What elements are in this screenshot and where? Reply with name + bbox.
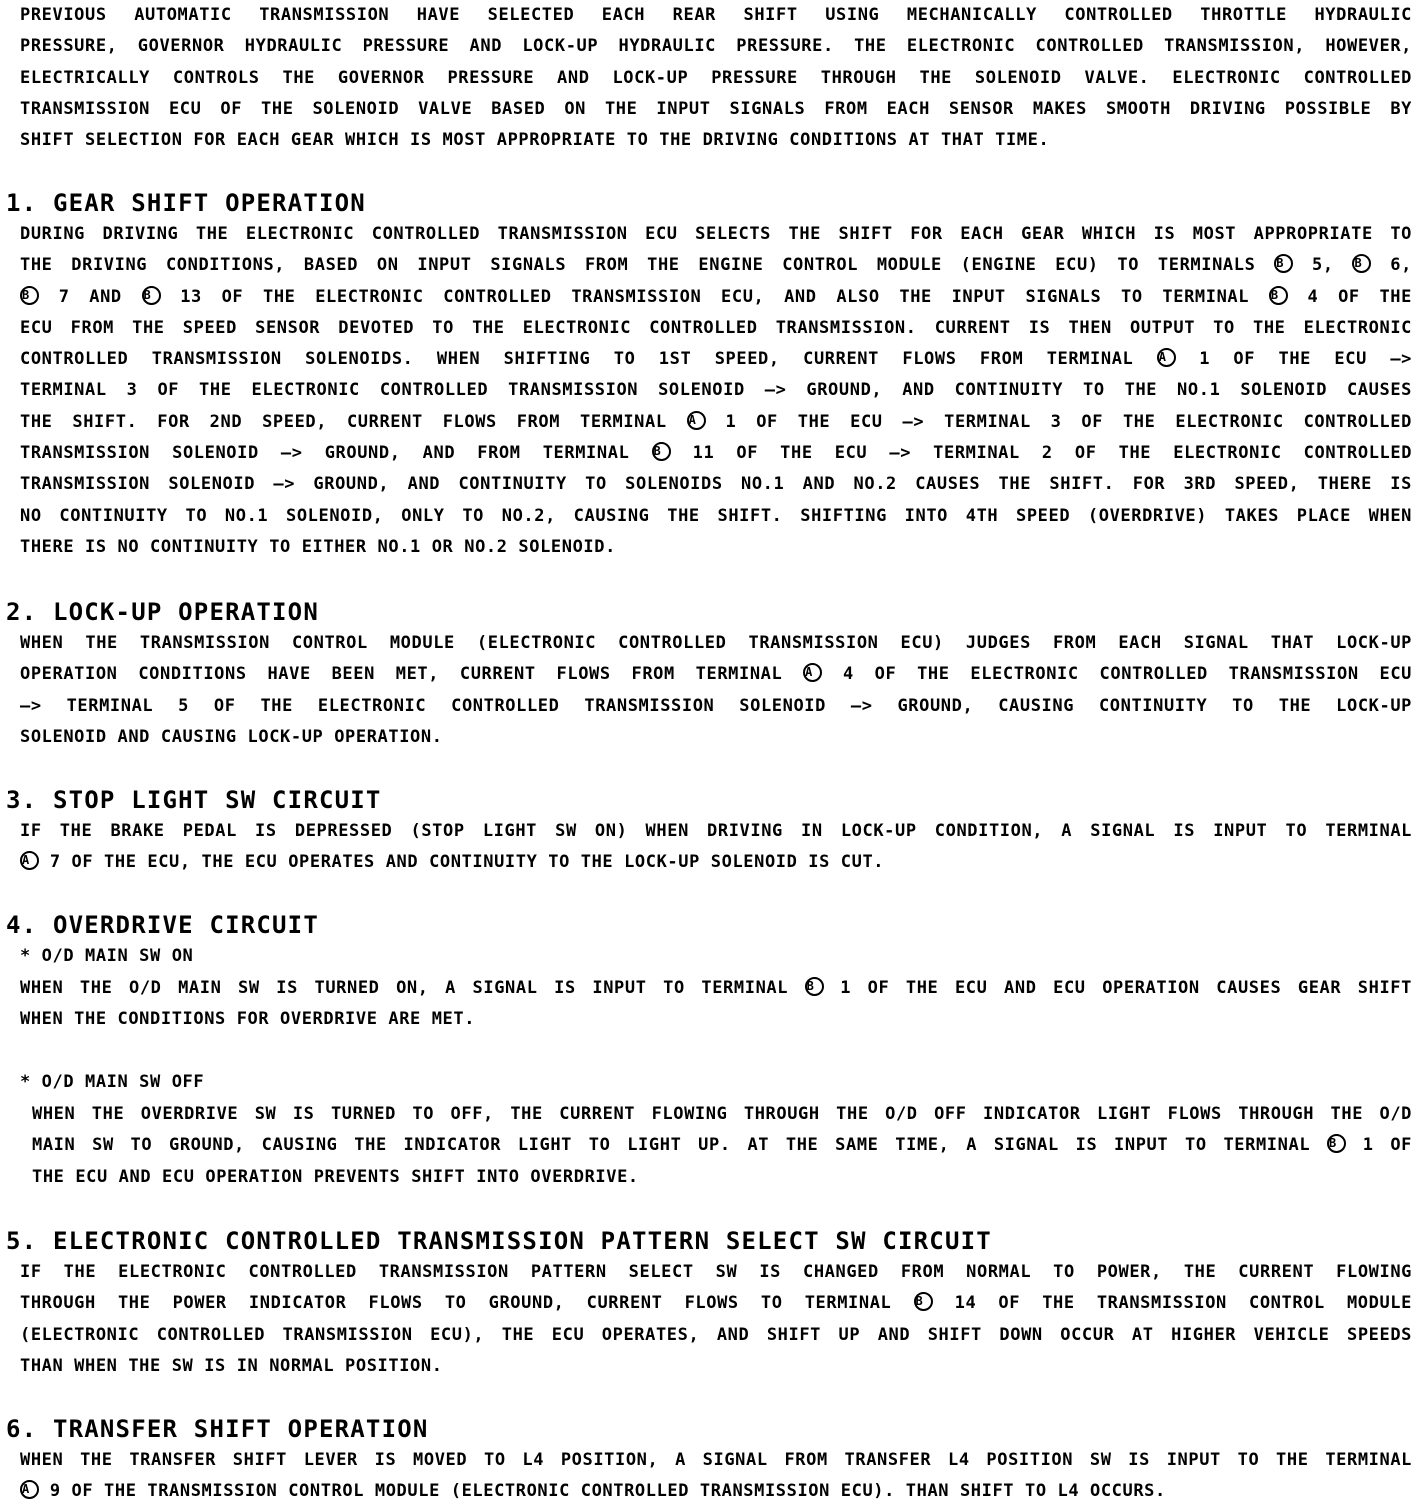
- text-run: AND CONTINUITY TO SOLENOIDS NO.1 AND NO.2 CAUSES THE SHIFT. FOR 3RD SPEED, THERE IS: [407, 474, 1412, 495]
- connector-a-symbol: A: [20, 1480, 39, 1499]
- text-run: AND CONTINUITY TO THE NO.1 SOLENOID CAUSES: [902, 380, 1412, 401]
- arrow-icon: —>: [1390, 349, 1412, 370]
- text-run: 7 AND: [58, 286, 122, 307]
- text-line: TRANSMISSION ECU OF THE SOLENOID VALVE BASED ON THE INPUT SIGNALS FROM EACH SENSOR MAKES SMOOTH DRIVING POSSIBLE BY: [20, 98, 1412, 119]
- text-line: THERE IS NO CONTINUITY TO EITHER NO.1 OR NO.2 SOLENOID.: [20, 536, 616, 557]
- text-run: WHEN THE O/D MAIN SW IS TURNED ON, A SIGNAL IS INPUT TO: [20, 978, 685, 998]
- arrow-icon: —>: [850, 695, 873, 716]
- terminal-label: TERMINAL 3: [944, 411, 1062, 432]
- text-line: [32, 1130, 1412, 1161]
- connector-a-symbol: A: [803, 663, 822, 682]
- terminal-label: TERMINAL: [1223, 1135, 1311, 1156]
- section-heading-gear-shift: 1. GEAR SHIFT OPERATION: [6, 189, 366, 217]
- text-line: THE ECU AND ECU OPERATION PREVENTS SHIFT INTO OVERDRIVE.: [32, 1166, 639, 1187]
- text-run: 4 OF THE ELECTRONIC CONTROLLED TRANSMISSION ECU: [842, 664, 1412, 685]
- text-run: OPERATION CONDITIONS HAVE BEEN MET, CURRENT FLOWS FROM: [20, 664, 675, 685]
- connector-b-symbol: B: [805, 977, 824, 996]
- text-run: CAUSING CONTINUITY TO THE LOCK-UP: [998, 695, 1412, 716]
- text-run: 7 OF THE ECU, THE ECU OPERATES AND CONTINUITY TO THE LOCK-UP SOLENOID IS CUT.: [49, 852, 885, 873]
- text-line: [20, 847, 1412, 878]
- od-main-sw-off-body: [32, 1099, 1412, 1193]
- ground-label: GROUND,: [313, 474, 390, 495]
- text-line: PREVIOUS AUTOMATIC TRANSMISSION HAVE SELECTED EACH REAR SHIFT USING MECHANICALLY CONTROLLED THROTTLE HYDRAULIC: [20, 5, 1412, 25]
- text-run: CAUSING THE INDICATOR LIGHT TO LIGHT UP. AT THE SAME TIME, A SIGNAL IS INPUT TO: [261, 1135, 1207, 1156]
- od-main-sw-off-label: * O/D MAIN SW OFF: [20, 1072, 205, 1092]
- terminal-label: TERMINAL: [1162, 286, 1250, 307]
- connector-a-symbol: A: [20, 851, 39, 870]
- text-run: TRANSMISSION SOLENOID: [20, 474, 256, 495]
- text-line: [20, 973, 1412, 1004]
- text-line: [20, 282, 1412, 313]
- text-run: 14 OF THE TRANSMISSION CONTROL MODULE: [954, 1293, 1412, 1314]
- text-run: 1 OF: [1362, 1135, 1412, 1156]
- text-run: THROUGH THE POWER INDICATOR FLOWS TO: [20, 1293, 467, 1314]
- text-line: SHIFT SELECTION FOR EACH GEAR WHICH IS MOST APPROPRIATE TO THE DRIVING CONDITIONS AT THAT TIME.: [20, 130, 1050, 151]
- section-heading-stop-light: 3. STOP LIGHT SW CIRCUIT: [6, 786, 382, 814]
- text-run: AND FROM: [422, 443, 521, 464]
- terminal-label: TERMINAL: [1046, 349, 1134, 370]
- text-run: CURRENT FLOWS TO: [586, 1293, 783, 1314]
- text-line: [20, 438, 1412, 469]
- text-line: [20, 659, 1412, 690]
- text-run: OF THE ELECTRONIC CONTROLLED: [1074, 443, 1413, 464]
- section-heading-lock-up: 2. LOCK-UP OPERATION: [6, 598, 319, 626]
- terminal-label: TERMINAL: [542, 443, 630, 464]
- connector-a-symbol: A: [1157, 348, 1176, 367]
- text-run: L4: [947, 1450, 970, 1470]
- text-run: 1 OF THE ECU AND ECU OPERATION CAUSES GEAR SHIFT: [840, 978, 1412, 998]
- text-run: CONTROLLED TRANSMISSION SOLENOIDS. WHEN SHIFTING TO 1ST SPEED, CURRENT FLOWS FROM: [20, 349, 1024, 370]
- text-line: [20, 250, 1412, 281]
- text-line: NO CONTINUITY TO NO.1 SOLENOID, ONLY TO NO.2, CAUSING THE SHIFT. SHIFTING INTO 4TH SPEED (OVERDRIVE) TAKES PLACE WHEN: [20, 505, 1412, 526]
- connector-b-symbol: B: [652, 442, 671, 461]
- text-line: [20, 1445, 1412, 1476]
- arrow-icon: —>: [889, 443, 912, 464]
- text-line: [20, 1476, 1412, 1507]
- ground-label: GROUND,: [806, 380, 883, 401]
- text-line: [20, 1288, 1412, 1319]
- text-line: WHEN THE TRANSMISSION CONTROL MODULE (ELECTRONIC CONTROLLED TRANSMISSION ECU) JUDGES FROM EACH SIGNAL THAT LOCK-UP: [20, 633, 1412, 653]
- text-run: THE SHIFT. FOR 2ND SPEED, CURRENT FLOWS FROM: [20, 411, 561, 432]
- text-line: [20, 691, 1412, 722]
- text-run: 6,: [1390, 255, 1412, 276]
- text-run: POSITION SW IS INPUT TO THE: [986, 1450, 1309, 1470]
- terminal-label: TERMINAL: [1325, 821, 1412, 841]
- connector-b-symbol: B: [1327, 1134, 1346, 1153]
- section-heading-transfer-shift: 6. TRANSFER SHIFT OPERATION: [6, 1415, 429, 1443]
- terminal-label: TERMINAL 3: [20, 380, 138, 401]
- arrow-icon: —>: [764, 380, 787, 401]
- text-run: IF THE BRAKE PEDAL IS DEPRESSED (STOP LIGHT SW ON) WHEN DRIVING IN LOCK-UP CONDITION, A SIGNAL IS INPUT TO: [20, 821, 1308, 841]
- terminal-label: TERMINAL: [701, 978, 789, 998]
- section-heading-pattern-select: 5. ELECTRONIC CONTROLLED TRANSMISSION PATTERN SELECT SW CIRCUIT: [6, 1227, 992, 1255]
- connector-b-symbol: B: [914, 1292, 933, 1311]
- od-main-sw-on-body: [20, 973, 1412, 1036]
- text-line: [20, 407, 1412, 438]
- terminal-label: TERMINALS: [1157, 255, 1256, 276]
- text-line: [20, 469, 1412, 500]
- text-line: WHEN THE OVERDRIVE SW IS TURNED TO OFF, THE CURRENT FLOWING THROUGH THE O/D OFF INDICATOR LIGHT FLOWS THROUGH THE O/D: [32, 1104, 1412, 1124]
- intro-paragraph: [20, 0, 1412, 156]
- connector-b-symbol: B: [20, 286, 39, 305]
- text-run: 1 OF THE ECU: [1199, 349, 1367, 370]
- text-line: PRESSURE, GOVERNOR HYDRAULIC PRESSURE AND LOCK-UP HYDRAULIC PRESSURE. THE ELECTRONIC CONTROLLED TRANSMISSION, HOWEVER,: [20, 36, 1412, 57]
- text-line: ELECTRICALLY CONTROLS THE GOVERNOR PRESSURE AND LOCK-UP PRESSURE THROUGH THE SOLENOID VALVE. ELECTRONIC CONTROLLED: [20, 67, 1412, 88]
- text-run: OF THE ELECTRONIC CONTROLLED TRANSMISSION SOLENOID: [213, 695, 826, 716]
- text-line: [20, 816, 1412, 847]
- text-run: THE DRIVING CONDITIONS, BASED ON INPUT SIGNALS FROM THE ENGINE CONTROL MODULE (ENGINE ECU) TO: [20, 255, 1140, 276]
- ground-label: GROUND,: [169, 1135, 245, 1156]
- connector-b-symbol: B: [1352, 254, 1371, 273]
- text-run: 5,: [1312, 255, 1334, 276]
- text-run: 9 OF THE TRANSMISSION CONTROL MODULE (ELECTRONIC CONTROLLED TRANSMISSION ECU). THAN SHIFT TO L4 OCCURS.: [49, 1481, 1166, 1502]
- section-transfer-shift-body: [20, 1445, 1412, 1508]
- terminal-label: TERMINAL: [1325, 1450, 1413, 1470]
- section-pattern-select-body: [20, 1257, 1412, 1382]
- text-run: MAIN SW TO: [32, 1135, 153, 1156]
- text-run: OF THE ELECTRONIC CONTROLLED: [1081, 411, 1412, 432]
- text-line: ECU FROM THE SPEED SENSOR DEVOTED TO THE ELECTRONIC CONTROLLED TRANSMISSION. CURRENT IS THEN OUTPUT TO THE ELECTRONIC: [20, 317, 1412, 338]
- terminal-label: TERMINAL 2: [933, 443, 1053, 464]
- ground-label: GROUND,: [488, 1293, 565, 1314]
- text-line: [20, 344, 1412, 375]
- section-lock-up-body: [20, 628, 1412, 753]
- text-line: (ELECTRONIC CONTROLLED TRANSMISSION ECU), THE ECU OPERATES, AND SHIFT UP AND SHIFT DOWN OCCUR AT HIGHER VEHICLE SPEEDS: [20, 1324, 1412, 1345]
- arrow-icon: —>: [273, 474, 296, 495]
- arrow-icon: —>: [902, 411, 925, 432]
- text-run: WHEN THE TRANSFER SHIFT LEVER IS MOVED TO L4 POSITION, A SIGNAL FROM TRANSFER: [20, 1450, 932, 1470]
- terminal-label: TERMINAL 5: [66, 695, 189, 716]
- text-line: DURING DRIVING THE ELECTRONIC CONTROLLED TRANSMISSION ECU SELECTS THE SHIFT FOR EACH GEAR WHICH IS MOST APPROPRIATE TO: [20, 224, 1412, 244]
- text-line: [20, 375, 1412, 406]
- terminal-label: TERMINAL: [580, 411, 667, 432]
- text-line: IF THE ELECTRONIC CONTROLLED TRANSMISSION PATTERN SELECT SW IS CHANGED FROM NORMAL TO POWER, THE CURRENT FLOWING: [20, 1262, 1412, 1282]
- section-gear-shift-body: [20, 219, 1412, 563]
- text-line: SOLENOID AND CAUSING LOCK-UP OPERATION.: [20, 726, 443, 747]
- terminal-label: TERMINAL: [695, 664, 783, 685]
- text-run: TRANSMISSION SOLENOID: [20, 443, 259, 464]
- terminal-label: TERMINAL: [804, 1293, 892, 1314]
- text-run: 4 OF THE: [1307, 286, 1412, 307]
- ground-label: GROUND,: [324, 443, 401, 464]
- connector-b-symbol: B: [1269, 286, 1288, 305]
- connector-a-symbol: A: [687, 411, 706, 430]
- text-line: WHEN THE CONDITIONS FOR OVERDRIVE ARE MET.: [20, 1009, 476, 1030]
- text-run: 13 OF THE ELECTRONIC CONTROLLED TRANSMISSION ECU, AND ALSO THE INPUT SIGNALS TO: [180, 286, 1143, 307]
- arrow-icon: —>: [20, 695, 42, 716]
- text-line: THAN WHEN THE SW IS IN NORMAL POSITION.: [20, 1355, 443, 1376]
- connector-b-symbol: B: [142, 286, 161, 305]
- section-heading-overdrive: 4. OVERDRIVE CIRCUIT: [6, 911, 319, 939]
- text-run: 11 OF THE ECU: [692, 443, 868, 464]
- text-run: OF THE ELECTRONIC CONTROLLED TRANSMISSION SOLENOID: [157, 380, 745, 401]
- ground-label: GROUND,: [897, 695, 974, 716]
- text-run: 1 OF THE ECU: [725, 411, 883, 432]
- od-main-sw-on-label: * O/D MAIN SW ON: [20, 946, 194, 966]
- connector-b-symbol: B: [1274, 254, 1293, 273]
- arrow-icon: —>: [280, 443, 303, 464]
- section-stop-light-body: [20, 816, 1412, 879]
